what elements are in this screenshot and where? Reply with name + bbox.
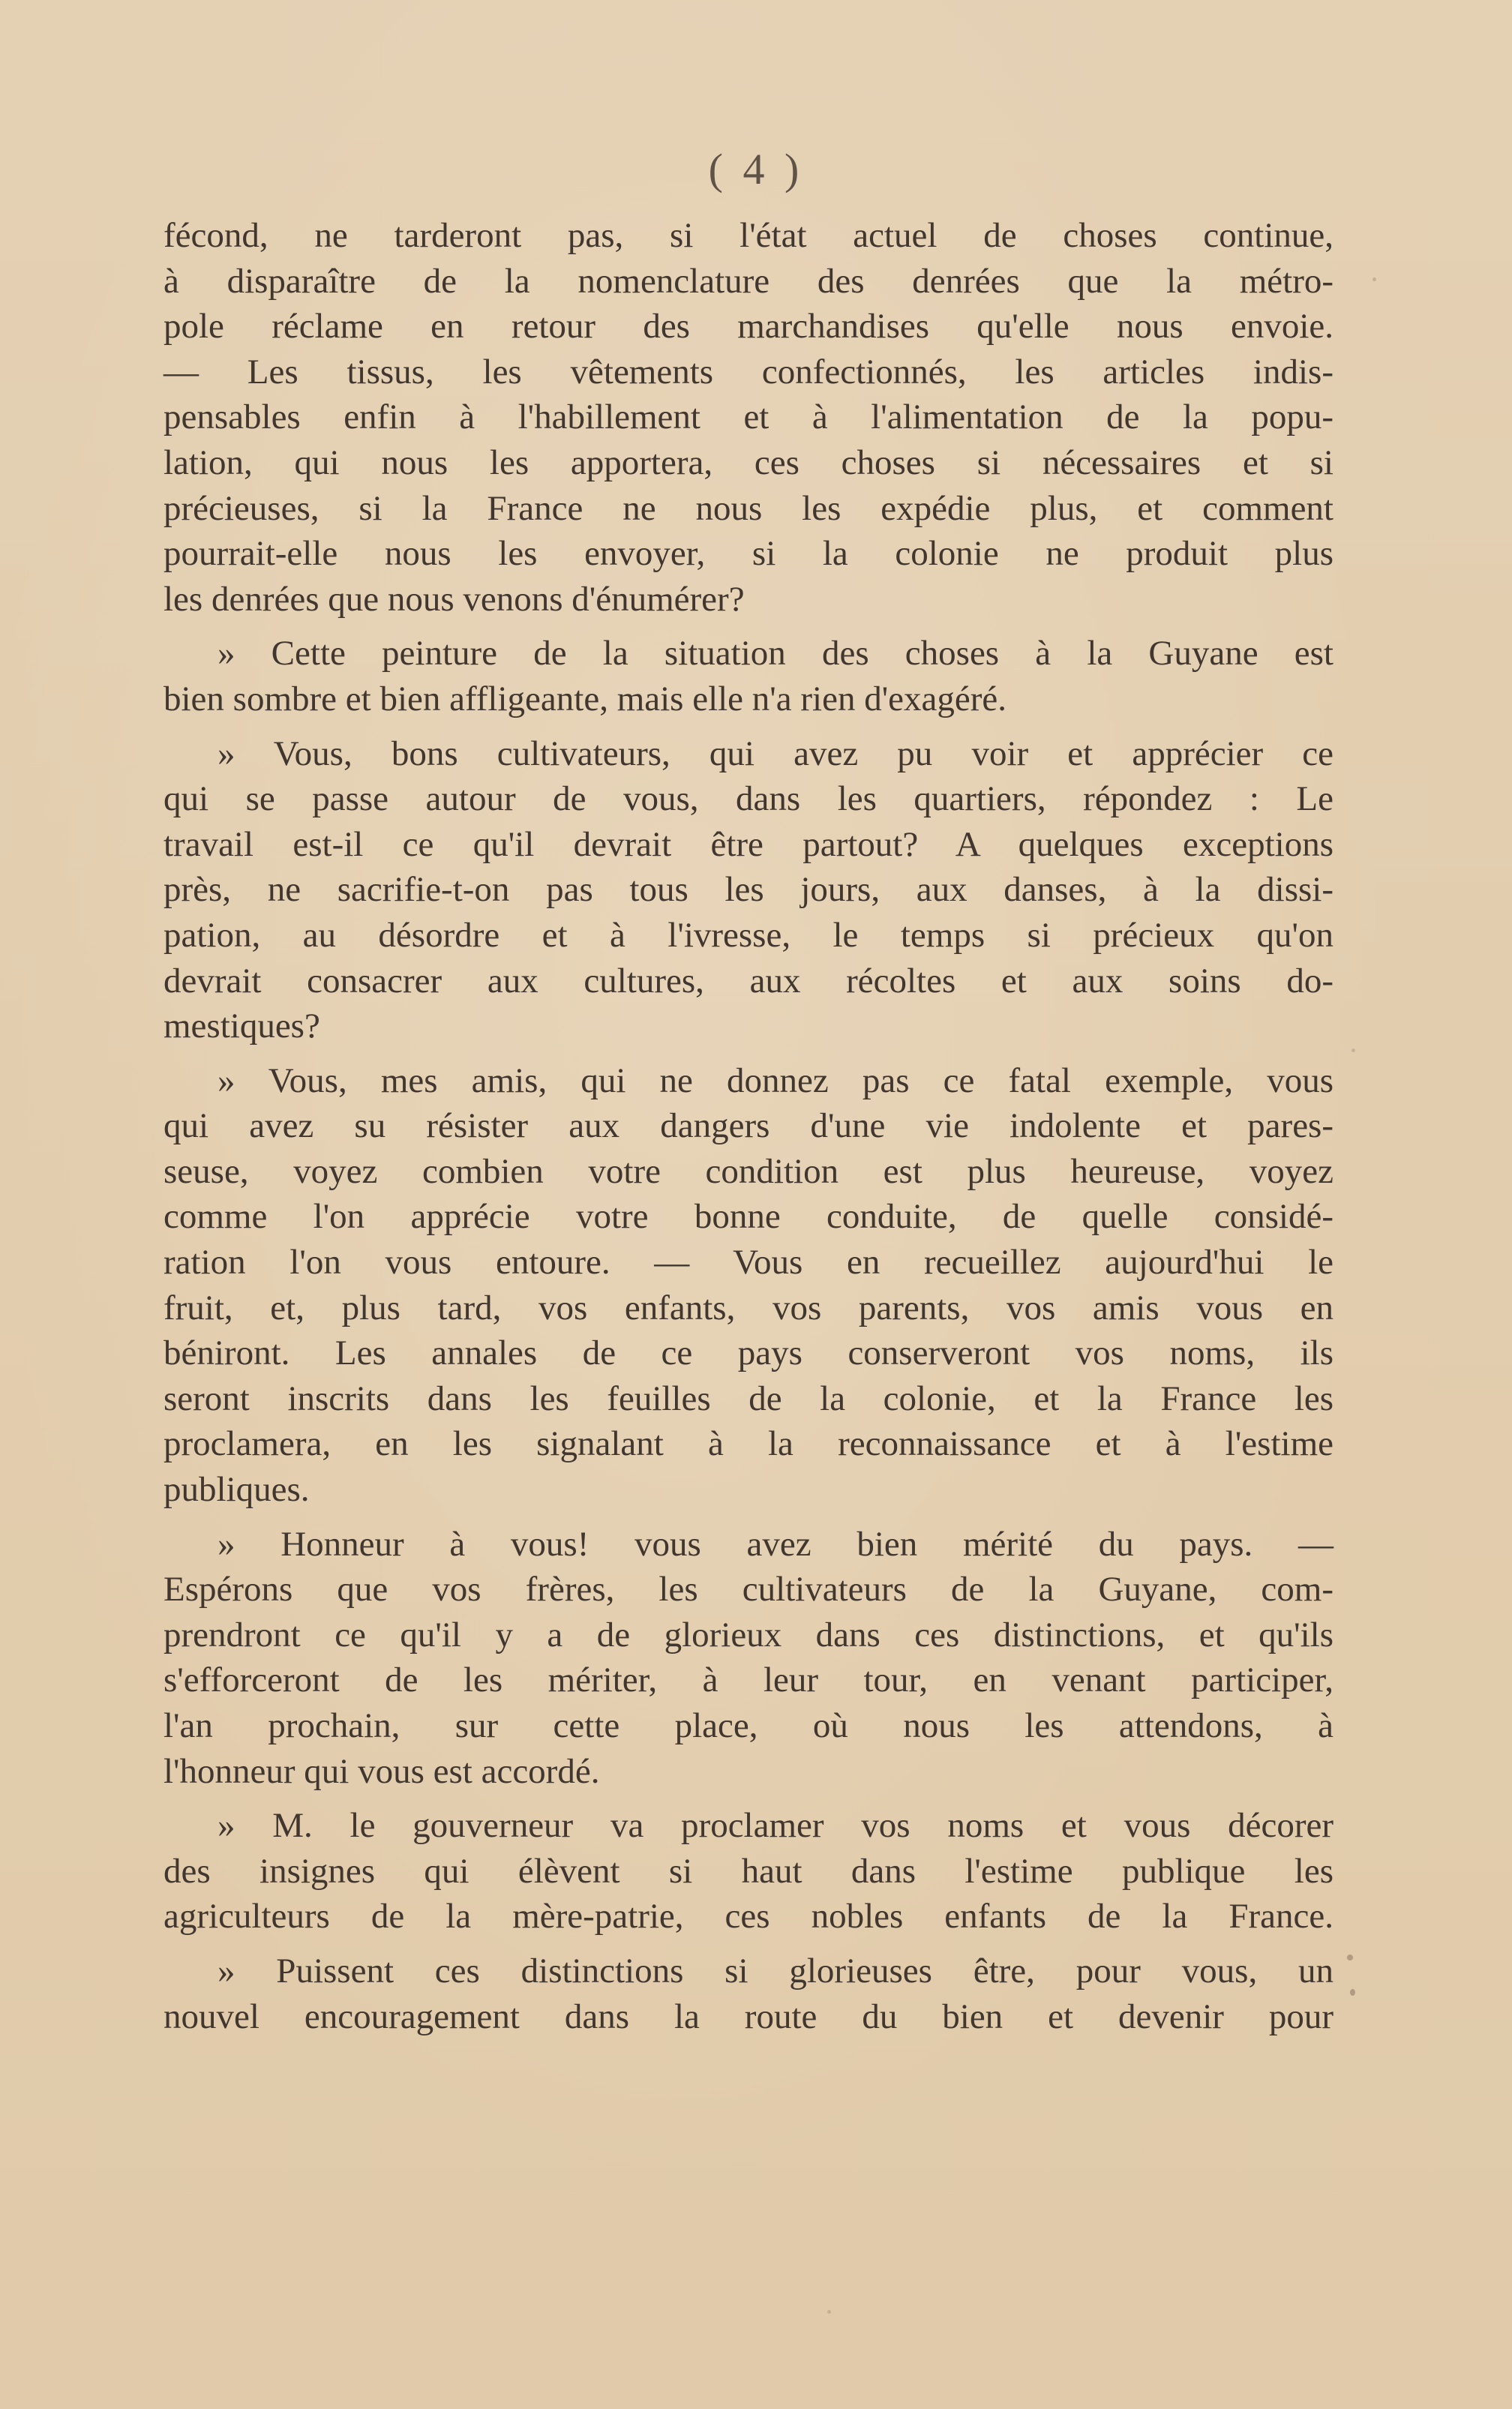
text-line: nouvel encouragement dans la route du bien et devenir pour (164, 1996, 1334, 2036)
paper-speck (1347, 1954, 1353, 1960)
text-line: » Vous, bons cultivateurs, qui avez pu voir et apprécier ce (218, 734, 1334, 773)
text-line: comme l'on apprécie votre bonne conduite, de quelle considé- (164, 1197, 1334, 1237)
text-line: pensables enfin à l'habillement et à l'alimentation de la popu- (164, 398, 1334, 437)
text-line: l'an prochain, sur cette place, où nous les attendons, à (164, 1706, 1334, 1745)
text-line: mestiques? (164, 1006, 320, 1046)
text-line: seuse, voyez combien votre condition est plus heureuse, voyez (164, 1151, 1334, 1191)
text-line: » Cette peinture de la situation des choses à la Guyane est (218, 634, 1334, 674)
text-line: seront inscrits dans les feuilles de la colonie, et la France les (164, 1378, 1334, 1418)
text-line: Espérons que vos frères, les cultivateurs de la Guyane, com- (164, 1570, 1334, 1610)
text-line: pole réclame en retour des marchandises qu'elle nous envoie. (164, 307, 1334, 346)
text-line: devrait consacrer aux cultures, aux récoltes et aux soins do- (164, 961, 1334, 1000)
text-line: » Vous, mes amis, qui ne donnez pas ce fatal exemple, vous (218, 1060, 1334, 1100)
text-line: proclamera, en les signalant à la reconnaissance et à l'estime (164, 1424, 1334, 1464)
text-line: béniront. Les annales de ce pays conserveront vos noms, ils (164, 1334, 1334, 1373)
text-line: près, ne sacrifie-t-on pas tous les jours, aux danses, à la dissi- (164, 870, 1334, 910)
text-line: agriculteurs de la mère-patrie, ces nobles enfants de la France. (164, 1897, 1334, 1936)
text-line: les denrées que nous venons d'énumérer? (164, 579, 745, 619)
paragraph (164, 631, 1334, 722)
text-line: publiques. (164, 1470, 310, 1510)
page-number: ( 4 ) (708, 145, 804, 194)
paper-speck (1350, 1989, 1355, 1996)
text-line: fécond, ne tarderont pas, si l'état actuel de choses continue, (164, 216, 1334, 255)
text-line: — Les tissus, les vêtements confectionnés, les articles indis- (164, 352, 1334, 392)
text-line: » Honneur à vous! vous avez bien mérité du pays. — (218, 1524, 1334, 1564)
text-line: pation, au désordre et à l'ivresse, le temps si précieux qu'on (164, 915, 1334, 955)
text-line: précieuses, si la France ne nous les expédie plus, et comment (164, 488, 1334, 528)
paragraph (164, 1058, 1334, 1513)
text-line: qui avez su résister aux dangers d'une vie indolente et pares- (164, 1106, 1334, 1146)
text-line: l'honneur qui vous est accordé. (164, 1751, 600, 1791)
paper-speck (1352, 1048, 1355, 1052)
text-line: à disparaître de la nomenclature des denrées que la métro- (164, 261, 1334, 301)
text-line: travail est-il ce qu'il devrait être partout? A quelques exceptions (164, 824, 1334, 864)
paragraph (164, 1948, 1334, 2039)
text-line: » M. le gouverneur va proclamer vos noms et vous décorer (218, 1806, 1334, 1846)
text-line: s'efforceront de les mériter, à leur tour, en venant participer, (164, 1660, 1334, 1700)
text-line: des insignes qui élèvent si haut dans l'estime publique les (164, 1851, 1334, 1891)
text-line: fruit, et, plus tard, vos enfants, vos parents, vos amis vous en (164, 1288, 1334, 1328)
text-line: » Puissent ces distinctions si glorieuses être, pour vous, un (218, 1951, 1334, 1990)
paper-speck (827, 2310, 831, 2314)
text-line: bien sombre et bien affligeante, mais elle n'a rien d'exagéré. (164, 679, 1007, 718)
text-line: qui se passe autour de vous, dans les quartiers, répondez : Le (164, 779, 1334, 819)
paragraph (164, 731, 1334, 1049)
text-line: prendront ce qu'il y a de glorieux dans ces distinctions, et qu'ils (164, 1615, 1334, 1654)
text-line: ration l'on vous entoure. — Vous en recueillez aujourd'hui le (164, 1243, 1334, 1282)
paper-speck (1372, 278, 1376, 281)
paragraph (164, 1803, 1334, 1940)
body-text (164, 213, 1334, 2048)
paragraph (164, 1522, 1334, 1795)
text-line: pourrait-elle nous les envoyer, si la colonie ne produit plus (164, 534, 1334, 574)
text-line: lation, qui nous les apportera, ces choses si nécessaires et si (164, 442, 1334, 482)
paragraph (164, 213, 1334, 622)
